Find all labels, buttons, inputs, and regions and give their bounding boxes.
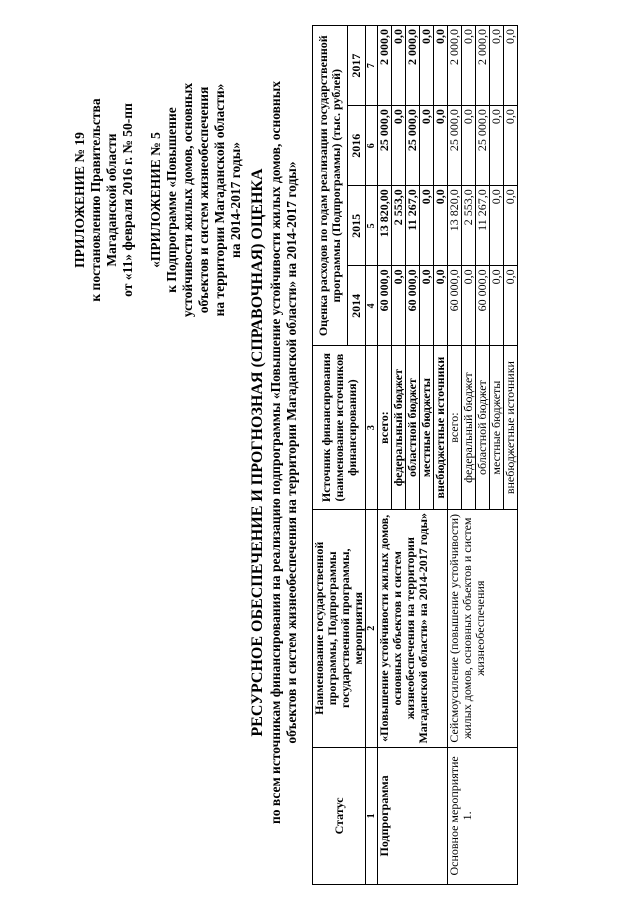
row-value: 60 000,0 (448, 266, 462, 346)
row-value: 2 000,0 (378, 26, 392, 106)
row-value: 0,0 (504, 266, 518, 346)
row-value: 0,0 (490, 26, 504, 106)
row-value: 13 820,00 (378, 186, 392, 266)
row-source: внебюджетные источники (504, 346, 518, 509)
appendix-line: на 2014-2017 годы» (228, 141, 243, 259)
row-value: 60 000,0 (476, 266, 490, 346)
column-number: 2 (366, 509, 378, 747)
row-source: областной бюджет (476, 346, 490, 509)
row-value: 0,0 (420, 186, 434, 266)
column-number: 1 (366, 747, 378, 884)
row-source: всего: (448, 346, 462, 509)
row-source: местные бюджеты (490, 346, 504, 509)
row-value: 0,0 (504, 186, 518, 266)
row-value: 11 267,0 (476, 186, 490, 266)
column-number: 5 (366, 186, 378, 266)
row-value: 0,0 (504, 26, 518, 106)
row-value: 0,0 (490, 186, 504, 266)
column-number: 7 (366, 26, 378, 106)
row-value: 25 000,0 (406, 106, 420, 186)
table-row (378, 26, 392, 885)
row-name: Сейсмоусиление (повышение устойчивости) жилых домов, основных объектов и систем жизнеобеспечения (448, 509, 518, 747)
row-value: 0,0 (462, 106, 476, 186)
header-year: 2016 (347, 106, 365, 186)
header-source: Источник финансирования (наименование источников финансирования) (313, 346, 366, 509)
row-value: 0,0 (420, 266, 434, 346)
row-value: 0,0 (434, 186, 448, 266)
document-subtitle-line: объектов и систем жизнеобеспечения на территории Магаданской области» на 2014-2017 годы» (284, 161, 299, 744)
row-value: 0,0 (420, 26, 434, 106)
appendix-block (72, 50, 244, 350)
appendix-spacer (136, 50, 148, 350)
row-source: федеральный бюджет (462, 346, 476, 509)
row-value: 0,0 (392, 266, 406, 346)
column-number: 3 (366, 346, 378, 509)
row-value: 25 000,0 (476, 106, 490, 186)
appendix-line: на территории Магаданской области» (212, 83, 227, 317)
column-number: 4 (366, 266, 378, 346)
row-value: 0,0 (504, 106, 518, 186)
column-number-row (366, 26, 378, 885)
document-subtitle-line: по всем источникам финансирования на реализацию подпрограммы «Повышение устойчивости жилых домов, основных (268, 80, 283, 825)
row-name: «Повышение устойчивости жилых домов, основных объектов и систем жизнеобеспечения на территории Магаданской области» на 2014-2017 годы» (378, 509, 448, 747)
row-value: 60 000,0 (406, 266, 420, 346)
appendix-line: объектов и систем жизнеобеспечения (196, 86, 211, 314)
row-source: федеральный бюджет (392, 346, 406, 509)
row-value: 0,0 (490, 266, 504, 346)
appendix-line: Магаданской области (104, 133, 119, 267)
row-value: 0,0 (434, 106, 448, 186)
resource-table (312, 25, 518, 885)
table-row (448, 26, 462, 885)
row-source: всего: (378, 346, 392, 509)
row-source: внебюджетные источники (434, 346, 448, 509)
header-name: Наименование государственной программы, Подпрограммы государственной программы, мероприятия (313, 509, 366, 747)
row-value: 25 000,0 (378, 106, 392, 186)
header-year: 2014 (347, 266, 365, 346)
row-status: Основное мероприятие 1. (448, 747, 518, 884)
row-value: 60 000,0 (378, 266, 392, 346)
column-number: 6 (366, 106, 378, 186)
row-value: 0,0 (392, 26, 406, 106)
row-value: 2 000,0 (406, 26, 420, 106)
row-value: 11 267,0 (406, 186, 420, 266)
header-year: 2015 (347, 186, 365, 266)
document-title: РЕСУРСНОЕ ОБЕСПЕЧЕНИЕ И ПРОГНОЗНАЯ (СПРАВОЧНАЯ) ОЦЕНКА (249, 168, 266, 737)
header-year: 2017 (347, 26, 365, 106)
row-value: 0,0 (490, 106, 504, 186)
row-value: 0,0 (462, 26, 476, 106)
row-source: местные бюджеты (420, 346, 434, 509)
row-value: 0,0 (434, 26, 448, 106)
row-value: 0,0 (462, 266, 476, 346)
header-status: Статус (313, 747, 366, 884)
row-value: 13 820,0 (448, 186, 462, 266)
table-header-row (313, 26, 348, 885)
header-estimate: Оценка расходов по годам реализации государственной программы (Подпрограммы) (тыс. рублей) (313, 26, 348, 346)
appendix-line: от «11» февраля 2016 г. № 50-пп (120, 103, 135, 297)
appendix-line: устойчивости жилых домов, основных (180, 82, 195, 318)
row-value: 0,0 (434, 266, 448, 346)
appendix-line: «ПРИЛОЖЕНИЕ № 5 (148, 132, 163, 268)
row-source: областной бюджет (406, 346, 420, 509)
row-status: Подпрограмма (378, 747, 448, 884)
row-value: 0,0 (420, 106, 434, 186)
appendix-line: ПРИЛОЖЕНИЕ № 19 (72, 132, 87, 268)
row-value: 2 553,0 (462, 186, 476, 266)
row-value: 2 000,0 (476, 26, 490, 106)
appendix-line: к постановлению Правительства (88, 98, 103, 302)
row-value: 2 553,0 (392, 186, 406, 266)
row-value: 25 000,0 (448, 106, 462, 186)
row-value: 2 000,0 (448, 26, 462, 106)
document-heading (248, 10, 300, 895)
appendix-line: к Подпрограмме «Повышение (164, 107, 179, 293)
row-value: 0,0 (392, 106, 406, 186)
